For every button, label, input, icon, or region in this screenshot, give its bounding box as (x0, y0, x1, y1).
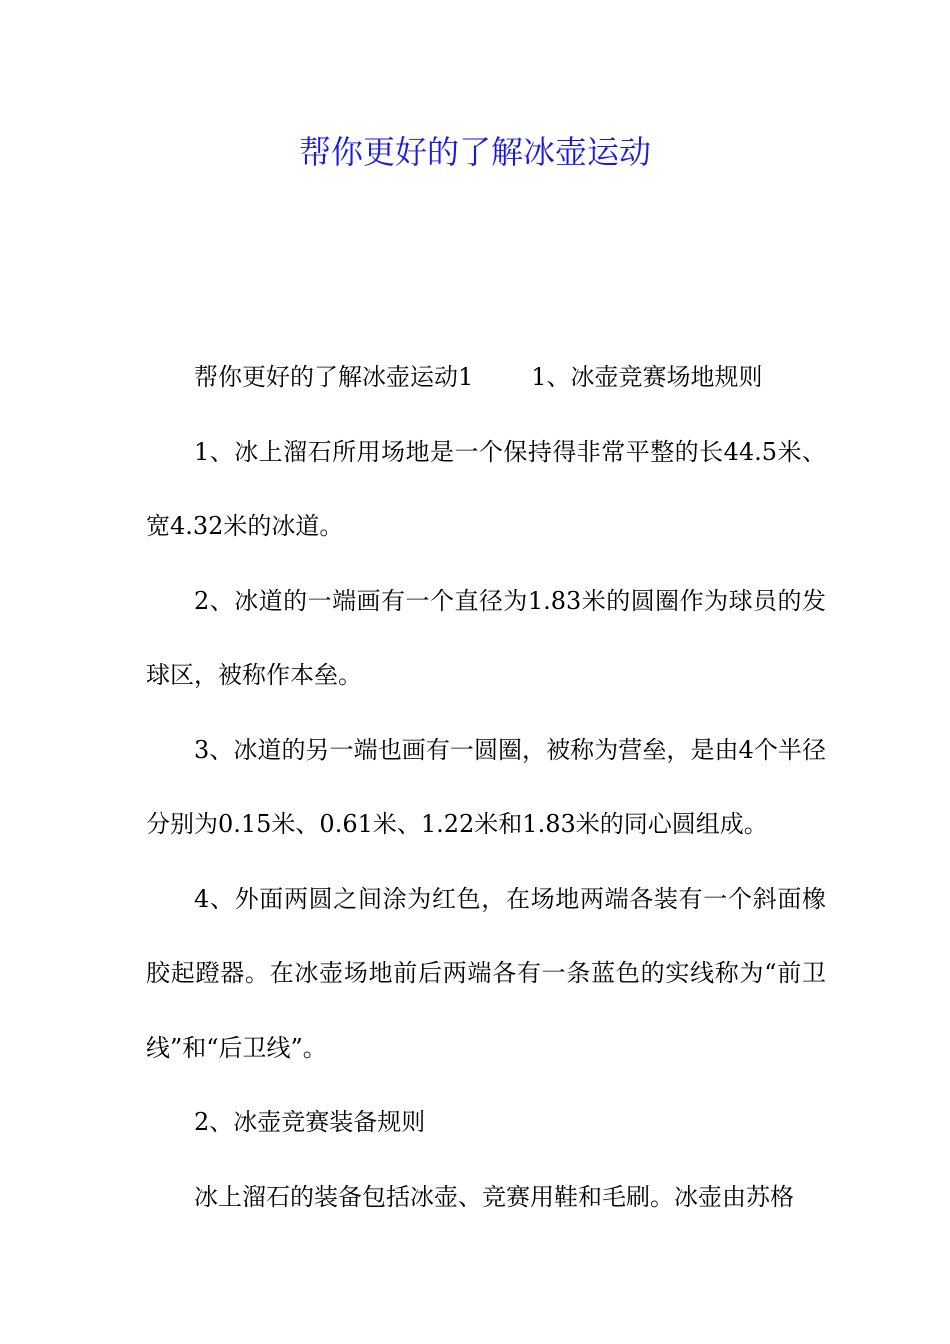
section-heading-equipment: 2、冰壶竞赛装备规则 (194, 1108, 426, 1136)
paragraph-intro (146, 340, 826, 415)
intro-section-heading: 1、冰壶竞赛场地规则 (531, 363, 763, 391)
document-title: 帮你更好的了解冰壶运动 (298, 133, 651, 171)
paragraph-equipment: 冰上溜石的装备包括冰壶、竞赛用鞋和毛刷。冰壶由苏格 (194, 1182, 794, 1211)
document-body (146, 340, 826, 1234)
paragraph-rule-4: 4、外面两圆之间涂为红色，在场地两端各装有一个斜面橡胶起蹬器。在冰壶场地前后两端各有一条蓝色的实线称为“前卫线”和“后卫线”。 (146, 884, 826, 1062)
paragraph-rule-1: 1、冰上溜石所用场地是一个保持得非常平整的长44.5米、宽4.32米的冰道。 (146, 437, 826, 540)
paragraph-rule-3: 3、冰道的另一端也画有一圆圈，被称为营垒，是由4个半径分别为0.15米、0.61米、1.22米和1.83米的同心圆组成。 (146, 735, 826, 838)
intro-lead: 帮你更好的了解冰壶运动1 (194, 363, 474, 391)
paragraph-rule-2: 2、冰道的一端画有一个直径为1.83米的圆圈作为球员的发球区，被称作本垒。 (146, 586, 826, 689)
